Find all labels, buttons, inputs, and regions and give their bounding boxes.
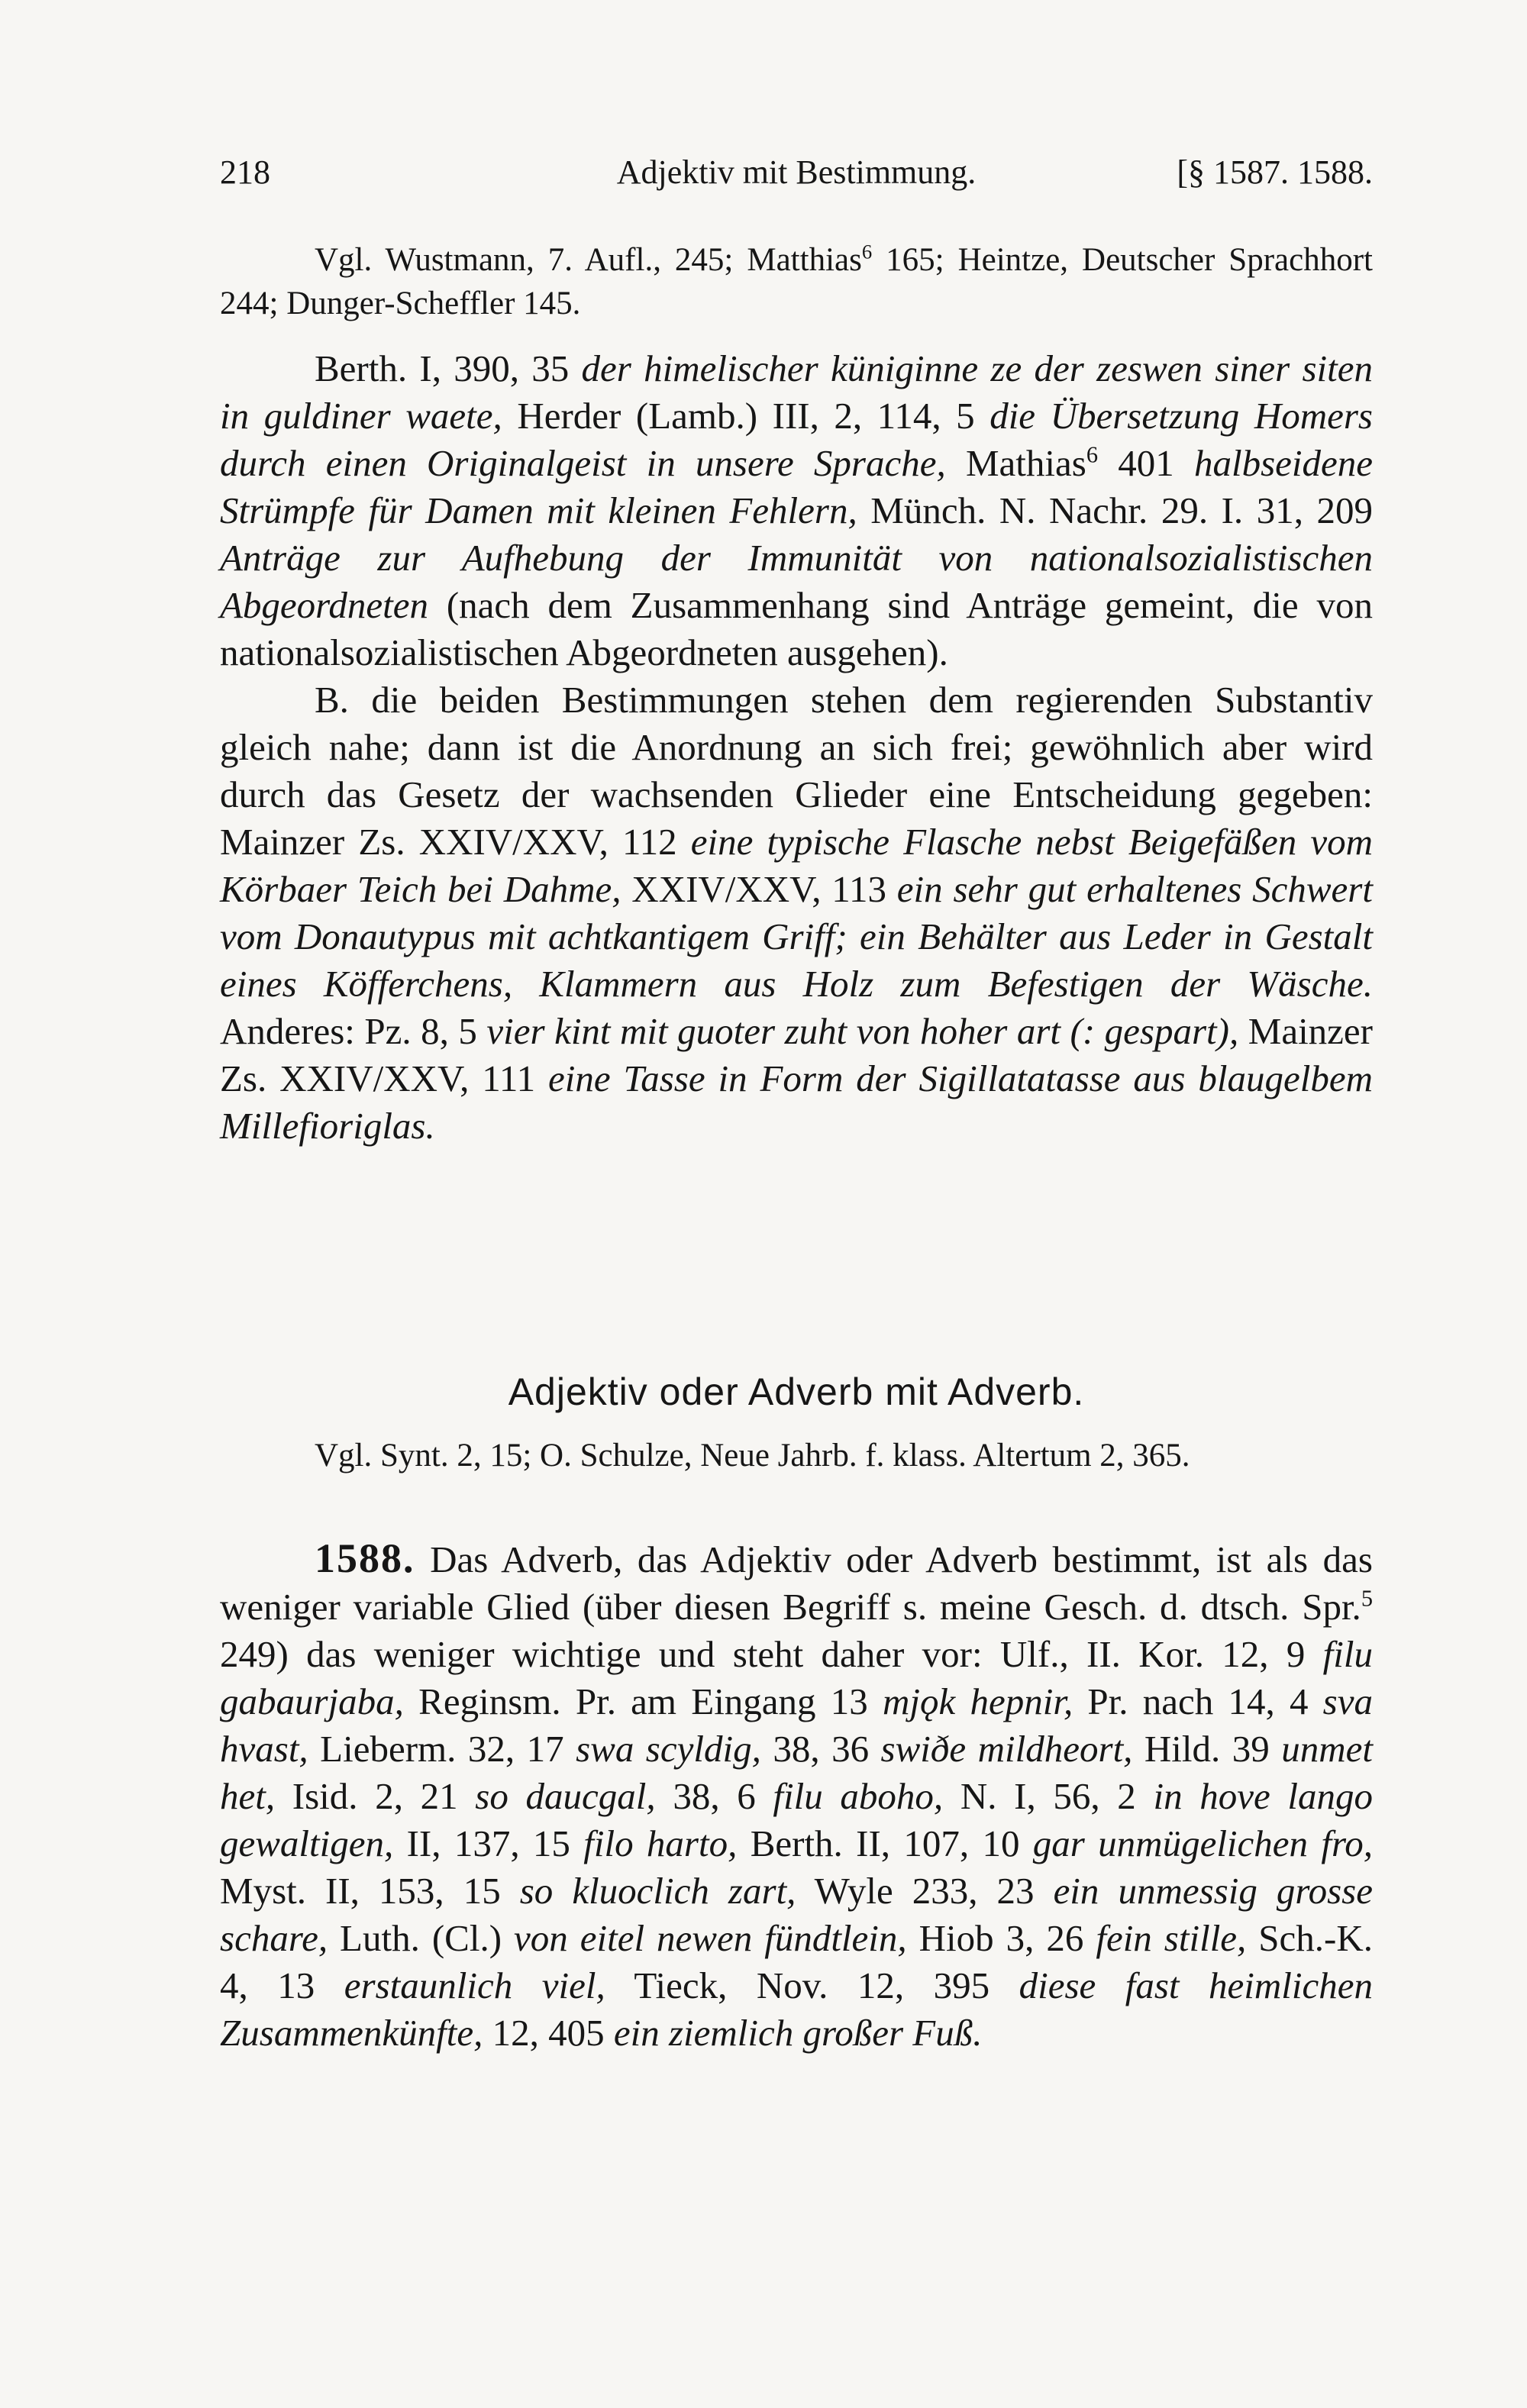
- text-run: 249) das weniger wichtige und steht daher vor: Ulf., II. Kor. 12, 9: [220, 1633, 1323, 1675]
- example-quote: der himelischer küniginne ze der zeswen siner siten in guldiner waete,: [220, 347, 1373, 437]
- example-quote: die Übersetzung Homers durch einen Originalgeist in unsere Sprache,: [220, 395, 1373, 484]
- example-quote: eine Tasse in Form der Sigillatatasse aus blaugelbem Millefioriglas.: [220, 1057, 1373, 1147]
- section-number: 1588.: [315, 1535, 415, 1581]
- example-quote: gar unmügelichen fro,: [1032, 1822, 1373, 1864]
- text-run: Herder (Lamb.) III, 2, 114, 5: [502, 395, 990, 437]
- example-quote: swa scyldig,: [576, 1728, 761, 1770]
- text-run: 12, 405: [483, 2012, 614, 2054]
- superscript: 6: [1086, 441, 1099, 468]
- text-run: Reginsm. Pr. am Eingang 13: [403, 1680, 883, 1722]
- example-quote: so daucgal,: [475, 1775, 656, 1817]
- note-paragraph-2: [220, 1434, 1373, 1477]
- text-run: Berth. I, 390, 35: [315, 347, 582, 389]
- text-run: Pr. nach 14, 4: [1073, 1680, 1323, 1722]
- example-quote: ein unmessig grosse schare,: [220, 1870, 1373, 1959]
- body-text-upper: [220, 345, 1373, 1150]
- example-quote: Anträge zur Aufhebung der Immunität von nationalsozialistischen Abgeordneten: [220, 537, 1373, 626]
- paragraph-b: [220, 676, 1373, 1150]
- text-run: Mainzer Zs. XXIV/XXV, 111: [220, 1010, 1373, 1099]
- text-run: N. I, 56, 2: [943, 1775, 1154, 1817]
- text-run: 401: [1098, 442, 1194, 484]
- text-run: Isid. 2, 21: [275, 1775, 476, 1817]
- text-run: XXIV/XXV, 113: [621, 868, 897, 910]
- example-quote: mjǫk hepnir,: [883, 1680, 1073, 1722]
- paragraph-examples-a: [220, 345, 1373, 676]
- example-quote: in hove lango gewaltigen,: [220, 1775, 1374, 1864]
- text-run: Luth. (Cl.): [328, 1917, 514, 1959]
- example-quote: von eitel newen fündtlein,: [514, 1917, 907, 1959]
- paragraph-1588-text: [220, 1538, 1373, 2054]
- section-reference: [§ 1587. 1588.: [1177, 153, 1373, 191]
- example-quote: fein stille,: [1096, 1917, 1247, 1959]
- literature-note: [220, 238, 1373, 325]
- example-quote: ein ziemlich großer Fuß.: [613, 2012, 983, 2054]
- text-run: Münch. N. Nachr. 29. I. 31, 209: [857, 489, 1373, 531]
- example-quote: unmet het,: [220, 1728, 1373, 1817]
- text-run: 38, 6: [655, 1775, 773, 1817]
- page-number: 218: [220, 153, 270, 191]
- example-quote: halbseidene Strümpfe für Damen mit kleinen Fehlern,: [220, 442, 1373, 531]
- text-run: Hiob 3, 26: [906, 1917, 1096, 1959]
- text-run: Myst. II, 153, 15: [220, 1870, 520, 1912]
- superscript: 6: [861, 240, 873, 263]
- example-quote: swiðe mildheort,: [880, 1728, 1133, 1770]
- text-run: Berth. II, 107, 10: [737, 1822, 1033, 1864]
- text-run: Tieck, Nov. 12, 395: [605, 1964, 1019, 2006]
- example-quote: filu aboho,: [773, 1775, 944, 1817]
- text-run: B. die beiden Bestimmungen stehen dem regierenden Substantiv gleich nahe; dann ist die Anordnung an sich frei; gewöhnlich aber wird durch das Gesetz der wachsenden Glieder eine Entscheidung gegeben: Mainzer Zs. XXIV/XXV, 112: [220, 679, 1373, 863]
- superscript: 5: [1361, 1585, 1373, 1612]
- text-run: 165; Heintze, Deutscher Sprachhort 244; Dunger-Scheffler 145.: [220, 242, 1373, 321]
- example-quote: sva hvast,: [220, 1680, 1373, 1770]
- example-quote: filo harto,: [583, 1822, 738, 1864]
- text-run: II, 137, 15: [393, 1822, 584, 1864]
- body-text-lower: [220, 1535, 1373, 2057]
- text-run: Lieberm. 32, 17: [308, 1728, 576, 1770]
- section-heading: Adjektiv oder Adverb mit Adverb.: [508, 1370, 1085, 1413]
- example-quote: filu gabaurjaba,: [220, 1633, 1373, 1722]
- example-quote: diese fast heimlichen Zusammenkünfte,: [220, 1964, 1374, 2054]
- text-run: Sch.-K. 4, 13: [220, 1917, 1373, 2006]
- example-quote: vier kint mit guoter zuht von hoher art (: gespart),: [486, 1010, 1239, 1052]
- text-run: Das Adverb, das Adjektiv oder Adverb bestimmt, ist als das weniger variable Glied (über diesen Begriff s. meine Gesch. d. dtsch. Spr.: [220, 1538, 1373, 1628]
- paragraph-1588: [220, 1535, 1373, 2057]
- example-quote: so kluoclich zart,: [519, 1870, 796, 1912]
- text-run: Vgl. Synt. 2, 15; O. Schulze, Neue Jahrb. f. klass. Altertum 2, 365.: [315, 1438, 1190, 1474]
- text-run: (nach dem Zusammenhang sind Anträge gemeint, die von nationalsozialistischen Abgeordneten ausgehen).: [220, 584, 1373, 673]
- text-run: Mathias: [945, 442, 1086, 484]
- example-quote: ein sehr gut erhaltenes Schwert vom Donautypus mit achtkantigem Griff; ein Behälter aus Leder in Gestalt eines Köfferchens, Klammern aus Holz zum Befestigen der Wäsche.: [220, 868, 1373, 1005]
- running-header: [220, 153, 1373, 206]
- text-run: Anderes: Pz. 8, 5: [220, 1010, 487, 1052]
- text-run: Vgl. Wustmann, 7. Aufl., 245; Matthias: [315, 242, 862, 278]
- example-quote: eine typische Flasche nebst Beigefäßen vom Körbaer Teich bei Dahme,: [220, 821, 1374, 910]
- literature-note-2: [220, 1434, 1373, 1477]
- running-title: Adjektiv mit Bestimmung.: [616, 153, 977, 191]
- text-run: 38, 36: [760, 1728, 881, 1770]
- text-run: Hild. 39: [1132, 1728, 1282, 1770]
- note-paragraph: [220, 238, 1373, 325]
- example-quote: erstaunlich viel,: [344, 1964, 605, 2006]
- text-run: Wyle 233, 23: [796, 1870, 1054, 1912]
